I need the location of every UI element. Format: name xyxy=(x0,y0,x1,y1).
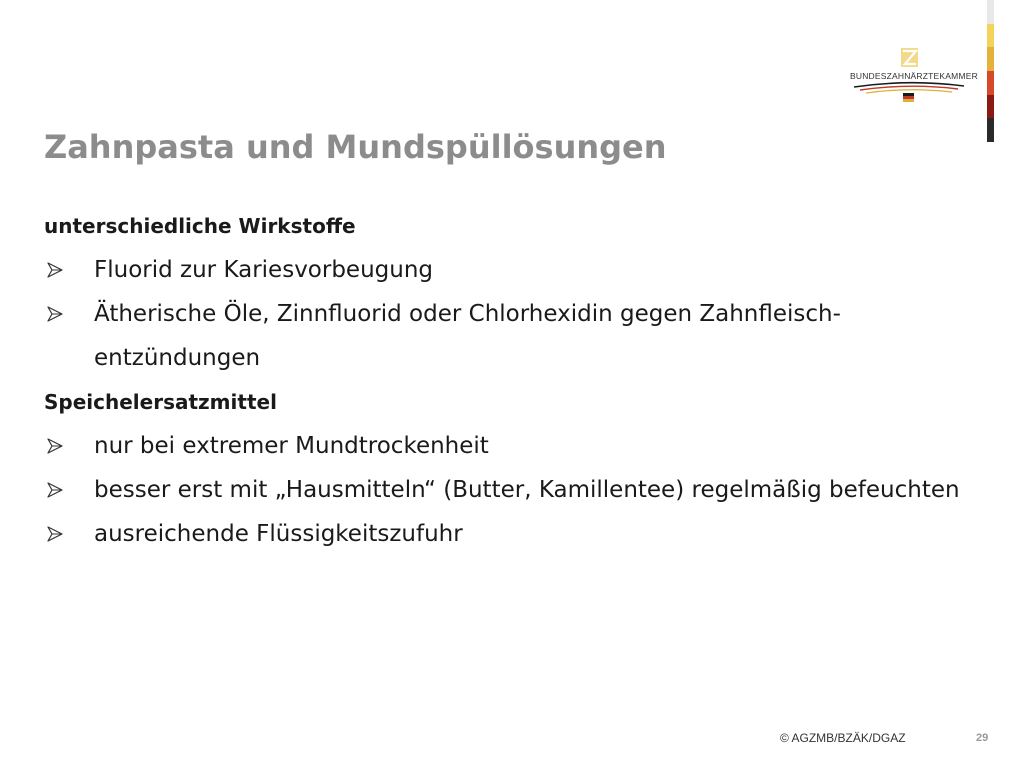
list-item-text: besser erst mit „Hausmitteln“ (Butter, Kamillentee) regelmäßig befeuchten xyxy=(94,477,960,503)
arrow-bullet-icon xyxy=(44,248,94,292)
flag-band xyxy=(987,71,994,95)
list-item xyxy=(44,468,974,512)
flag-band xyxy=(987,24,994,48)
list-item-text: ausreichende Flüssigkeitszufuhr xyxy=(94,521,463,547)
flag-band xyxy=(987,95,994,119)
footer-copyright: © AGZMB/BZÄK/DGAZ xyxy=(780,731,906,745)
slide-content xyxy=(44,212,974,556)
list-item xyxy=(44,512,974,556)
bzaek-logo xyxy=(850,46,978,104)
logo-text: BUNDESZAHNÄRZTEKAMMER xyxy=(850,71,978,81)
arrow-bullet-icon xyxy=(44,424,94,468)
arrow-bullet-icon xyxy=(44,292,94,336)
list-item xyxy=(44,424,974,468)
bullet-list xyxy=(44,424,974,556)
section-heading: Speichelersatzmittel xyxy=(44,390,277,414)
slide-title: Zahnpasta und Mundspüllösungen xyxy=(44,128,667,166)
list-item xyxy=(44,248,974,292)
flag-band xyxy=(987,0,994,24)
flag-band xyxy=(987,118,994,142)
list-item-text: Ätherische Öle, Zinnfluorid oder Chlorhexidin gegen Zahnfleisch-entzündungen xyxy=(94,301,841,371)
list-item-text: nur bei extremer Mundtrockenheit xyxy=(94,433,489,459)
flag-band xyxy=(987,47,994,71)
arrow-bullet-icon xyxy=(44,512,94,556)
page-number: 29 xyxy=(976,732,989,744)
flag-stripe xyxy=(987,0,994,142)
section-heading: unterschiedliche Wirkstoffe xyxy=(44,214,356,238)
list-item-text: Fluorid zur Kariesvorbeugung xyxy=(94,257,434,283)
bullet-list xyxy=(44,248,974,380)
list-item xyxy=(44,292,974,380)
arrow-bullet-icon xyxy=(44,468,94,512)
